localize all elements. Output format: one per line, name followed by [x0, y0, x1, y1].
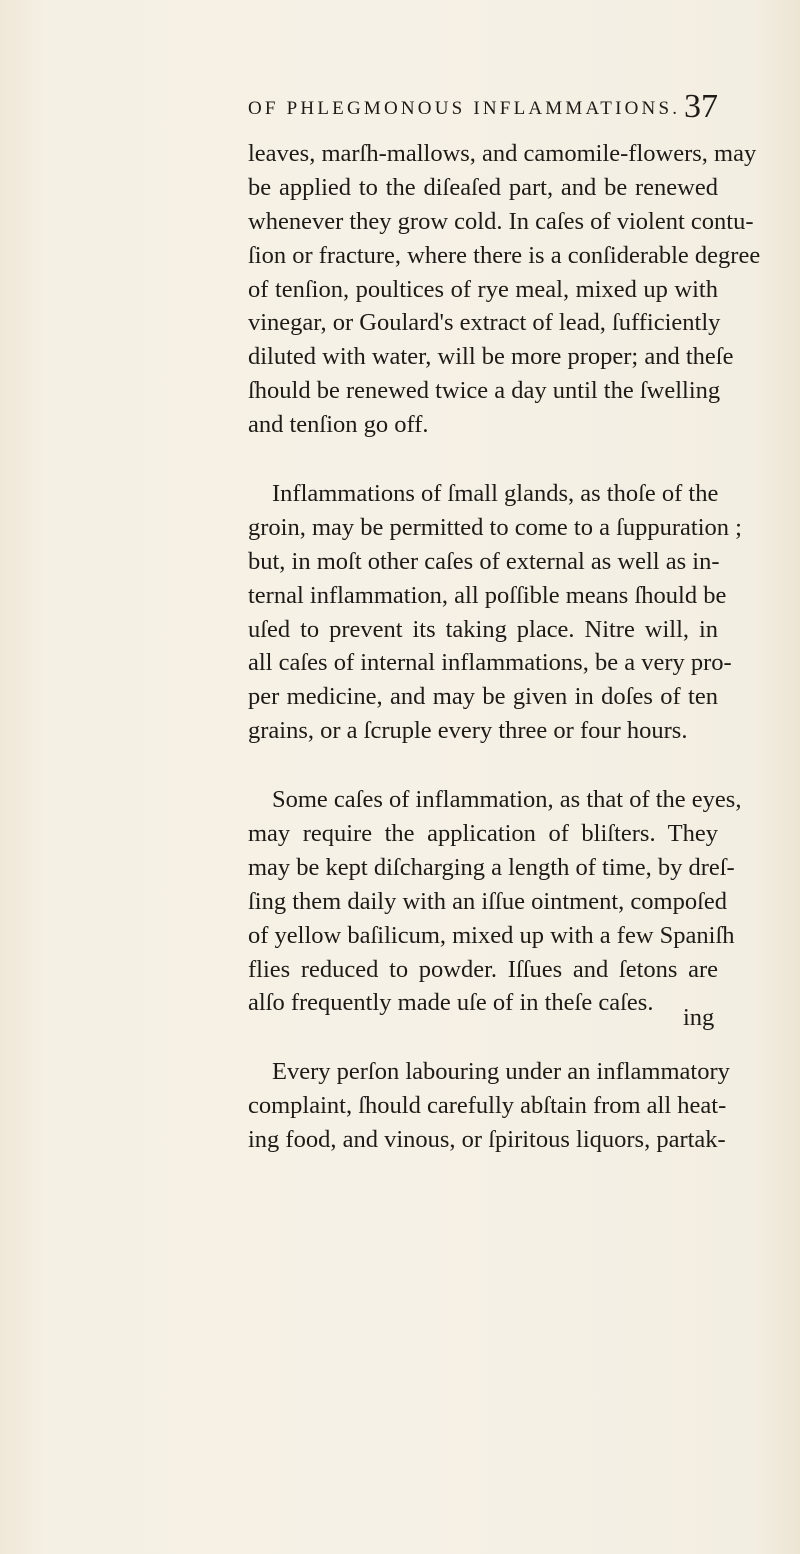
text-line: and tenſion go off. [248, 411, 429, 439]
text-line: but, in moſt other caſes of external as well as in- [248, 547, 720, 575]
text-line: Every perſon labouring under an inflammatory [272, 1058, 730, 1086]
paragraph-small-glands [248, 477, 742, 748]
page-number: 37 [684, 88, 718, 125]
text-line: per medicine, and may be given in doſes of ten [248, 683, 718, 711]
text-line: uſed to prevent its taking place. Nitre will, in [248, 615, 718, 643]
page-header [248, 88, 718, 132]
text-line: ſion or fracture, where there is a conſiderable degree [248, 241, 761, 269]
text-line: of yellow baſilicum, mixed up with a few Spaniſh [248, 921, 735, 949]
body-text [248, 137, 761, 1157]
text-line: whenever they grow cold. In caſes of violent contu- [248, 207, 754, 235]
running-head: OF PHLEGMONOUS INFLAMMATIONS. [248, 98, 681, 119]
catchword: ing [683, 1004, 715, 1031]
text-line: ing food, and vinous, or ſpiritous liquors, partak- [248, 1126, 726, 1154]
text-line: groin, may be permitted to come to a ſuppuration ; [248, 513, 742, 541]
text-line: ternal inflammation, all poſſible means ſhould be [248, 581, 727, 609]
text-line: may be kept diſcharging a length of time, by dreſ- [248, 853, 735, 881]
text-line: of tenſion, poultices of rye meal, mixed up with [248, 275, 718, 303]
text-line: leaves, marſh-mallows, and camomile-flowers, may [248, 140, 757, 167]
text-line: grains, or a ſcruple every three or four hours. [248, 717, 688, 745]
text-line: Some caſes of inflammation, as that of the eyes, [272, 786, 742, 814]
text-line: flies reduced to powder. Iſſues and ſetons are [248, 955, 718, 983]
text-line: ſing them daily with an iſſue ointment, compoſed [248, 887, 728, 915]
text-line: complaint, ſhould carefully abſtain from all heat- [248, 1092, 727, 1120]
text-line: Inflammations of ſmall glands, as thoſe of the [272, 480, 719, 508]
paragraph-gap [248, 442, 718, 477]
paragraph-diet [248, 1055, 730, 1157]
paragraph-gap [248, 1020, 718, 1055]
paragraph-gap [248, 748, 718, 783]
text-line: be applied to the diſeaſed part, and be renewed [248, 173, 718, 201]
text-line: ſhould be renewed twice a day until the ſwelling [248, 377, 721, 405]
text-line: diluted with water, will be more proper; and theſe [248, 343, 734, 371]
text-line: all caſes of internal inflammations, be a very pro- [248, 649, 732, 677]
paragraph-blisters [248, 783, 742, 1020]
text-line: vinegar, or Goulard's extract of lead, ſufficiently [248, 309, 721, 337]
text-line: may require the application of bliſters. They [248, 820, 718, 848]
paragraph-leaves-poultices [248, 137, 761, 442]
text-line: alſo frequently made uſe of in theſe caſes. [248, 989, 654, 1017]
